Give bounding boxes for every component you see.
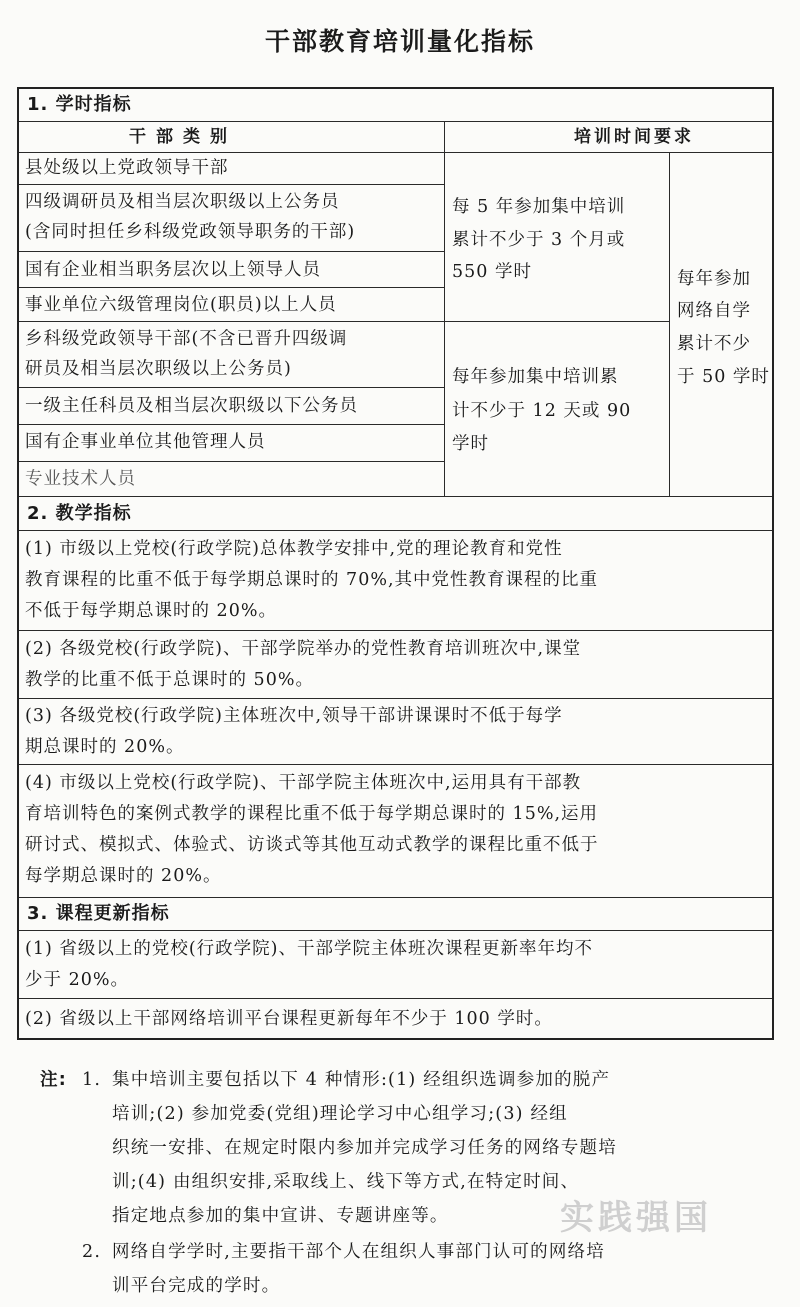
online-requirement-line: 每年参加 [677, 269, 751, 289]
teaching-item-4-line: (4) 市级以上党校(行政学院)、干部学院主体班次中,运用具有干部教 [25, 773, 582, 793]
category-row: 四级调研员及相当层次职级以上公务员 [25, 192, 340, 212]
divider [19, 897, 772, 898]
section-1-heading: 1. 学时指标 [27, 94, 132, 115]
divider [19, 251, 444, 252]
teaching-item-4-line: 研讨式、模拟式、体验式、访谈式等其他互动式教学的课程比重不低于 [25, 835, 599, 855]
divider [19, 321, 669, 322]
note-1-line: 训;(4) 由组织安排,采取线上、线下等方式,在特定时间、 [112, 1172, 580, 1192]
requirement-b-line: 学时 [452, 434, 489, 454]
teaching-item-1-line: (1) 市级以上党校(行政学院)总体教学安排中,党的理论教育和党性 [25, 539, 563, 559]
category-row-continued: 研员及相当层次职级以上公务员) [25, 359, 292, 379]
divider [19, 698, 772, 699]
category-row: 一级主任科员及相当层次职级以下公务员 [25, 396, 358, 416]
requirement-b-line: 每年参加集中培训累 [452, 367, 619, 387]
divider [19, 387, 444, 388]
divider [19, 764, 772, 765]
category-row: 国有企业相当职务层次以上领导人员 [25, 260, 321, 280]
requirement-a-line: 每 5 年参加集中培训 [452, 197, 626, 217]
course-item-1-line: 少于 20%。 [25, 970, 129, 990]
column-header-category: 干部类别 [129, 127, 237, 147]
divider [19, 461, 444, 462]
divider [19, 184, 444, 185]
teaching-item-1-line: 教育课程的比重不低于每学期总课时的 70%,其中党性教育课程的比重 [25, 570, 599, 590]
requirement-a-line: 550 学时 [452, 262, 532, 282]
online-requirement-line: 于 50 学时 [677, 367, 770, 387]
teaching-item-2-line: (2) 各级党校(行政学院)、干部学院举办的党性教育培训班次中,课堂 [25, 639, 582, 659]
teaching-item-3-line: 期总课时的 20%。 [25, 737, 185, 757]
notes-label: 注: [40, 1070, 67, 1090]
note-1-line: 集中培训主要包括以下 4 种情形:(1) 经组织选调参加的脱产 [112, 1070, 611, 1090]
section-2-heading: 2. 教学指标 [27, 503, 132, 524]
teaching-item-4-line: 每学期总课时的 20%。 [25, 866, 222, 886]
column-header-requirement: 培训时间要求 [574, 127, 694, 147]
divider [19, 496, 772, 497]
divider [19, 930, 772, 931]
category-row: 专业技术人员 [25, 469, 136, 489]
category-row: 国有企事业单位其他管理人员 [25, 432, 266, 452]
watermark-logo: 实践强国 [560, 1198, 712, 1238]
note-1-line: 培训;(2) 参加党委(党组)理论学习中心组学习;(3) 经组 [112, 1104, 568, 1124]
category-row: 县处级以上党政领导干部 [25, 158, 229, 178]
teaching-item-4-line: 育培训特色的案例式教学的课程比重不低于每学期总课时的 15%,运用 [25, 804, 599, 824]
divider [19, 630, 772, 631]
note-2-line: 网络自学学时,主要指干部个人在组织人事部门认可的网络培 [112, 1242, 605, 1262]
category-row-note: (含同时担任乡科级党政领导职务的干部) [25, 222, 356, 242]
note-2-number: 2. [82, 1242, 102, 1262]
requirement-b-line: 计不少于 12 天或 90 [452, 401, 632, 421]
column-divider [669, 152, 670, 496]
note-2-line: 训平台完成的学时。 [112, 1276, 281, 1296]
teaching-item-1-line: 不低于每学期总课时的 20%。 [25, 601, 277, 621]
course-item-2-line: (2) 省级以上干部网络培训平台课程更新每年不少于 100 学时。 [25, 1009, 553, 1029]
course-item-1-line: (1) 省级以上的党校(行政学院)、干部学院主体班次课程更新率年均不 [25, 939, 594, 959]
document-title: 干部教育培训量化指标 [264, 27, 535, 56]
divider [19, 424, 444, 425]
teaching-item-3-line: (3) 各级党校(行政学院)主体班次中,领导干部讲课课时不低于每学 [25, 706, 563, 726]
column-divider [444, 121, 445, 496]
teaching-item-2-line: 教学的比重不低于总课时的 50%。 [25, 670, 314, 690]
category-row: 乡科级党政领导干部(不含已晋升四级调 [25, 329, 348, 349]
requirement-a-line: 累计不少于 3 个月或 [452, 230, 626, 250]
note-1-number: 1. [82, 1070, 102, 1090]
section-3-heading: 3. 课程更新指标 [27, 903, 170, 924]
online-requirement-line: 网络自学 [677, 301, 751, 321]
divider [19, 998, 772, 999]
indicator-table [17, 87, 774, 1040]
divider [19, 530, 772, 531]
note-1-line: 织统一安排、在规定时限内参加并完成学习任务的网络专题培 [112, 1138, 617, 1158]
category-row: 事业单位六级管理岗位(职员)以上人员 [25, 295, 337, 315]
online-requirement-line: 累计不少 [677, 334, 751, 354]
note-1-line: 指定地点参加的集中宣讲、专题讲座等。 [112, 1206, 449, 1226]
divider [19, 287, 444, 288]
